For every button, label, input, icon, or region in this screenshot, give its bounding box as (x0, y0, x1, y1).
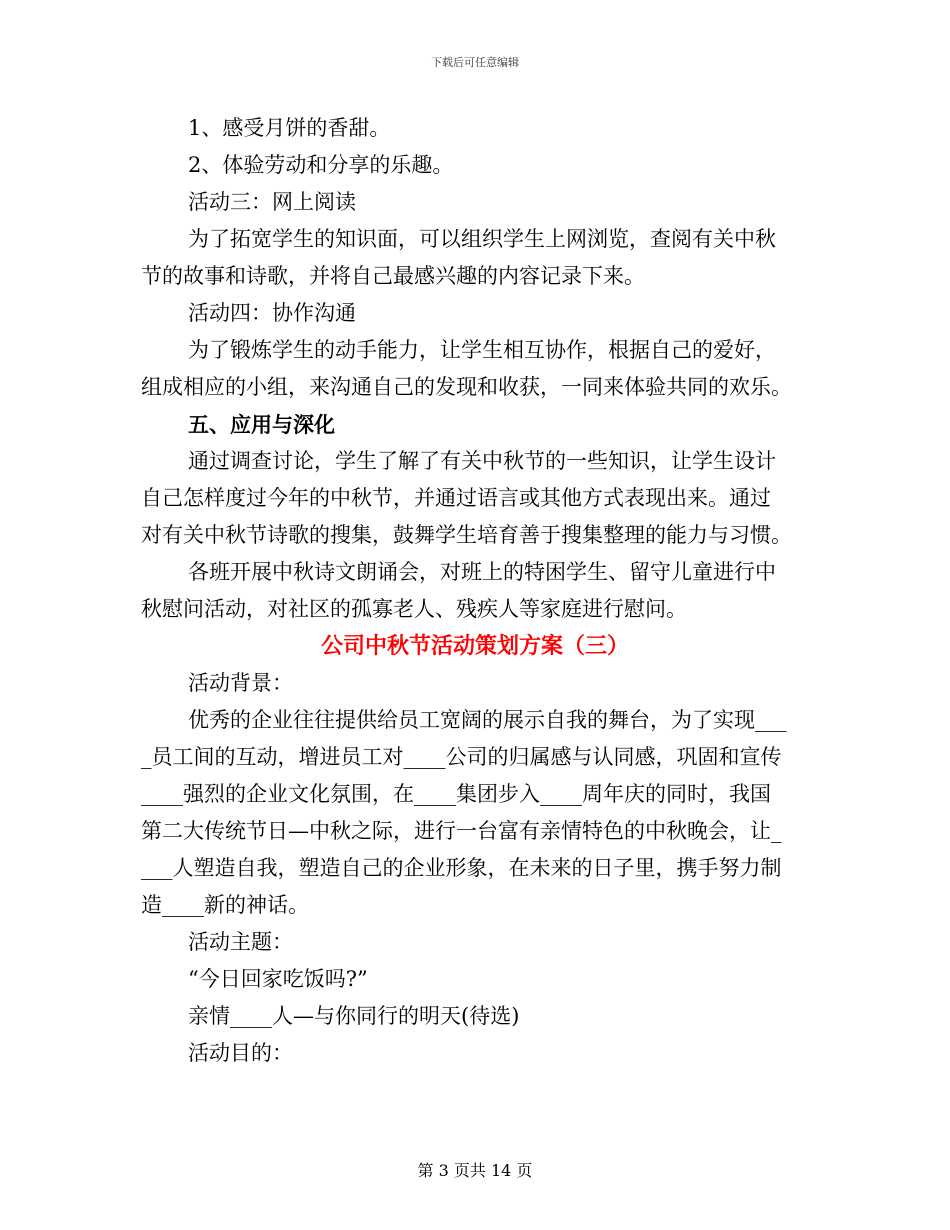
paragraph-line: 对有关中秋节诗歌的搜集，鼓舞学生培育善于搜集整理的能力与习惯。 (141, 523, 792, 547)
paragraph-line: _员工间的互动，增进员工对____公司的归属感与认同感，巩固和宣传 (141, 745, 782, 769)
page-footer: 第 3 页共 14 页 (417, 1161, 533, 1180)
theme-line: “今日回家吃饭吗?” (188, 967, 368, 991)
paragraph-line: 为了拓宽学生的知识面，可以组织学生上网浏览，查阅有关中秋 (188, 227, 776, 251)
paragraph-line: 自己怎样度过今年的中秋节，并通过语言或其他方式表现出来。通过 (141, 486, 771, 510)
paragraph-line: 组成相应的小组，来沟通自己的发现和收获，一同来体验共同的欢乐。 (141, 375, 792, 399)
activity-heading: 活动三：网上阅读 (188, 190, 356, 214)
list-item: 2、体验劳动和分享的乐趣。 (188, 153, 454, 177)
section-heading: 五、应用与深化 (188, 412, 335, 437)
paragraph-line: 优秀的企业往往提供给员工宽阔的展示自我的舞台，为了实现___ (188, 708, 787, 732)
subheading: 活动主题： (188, 930, 293, 954)
paragraph-line: 为了锻炼学生的动手能力，让学生相互协作，根据自己的爱好， (188, 338, 776, 362)
list-item: 1、感受月饼的香甜。 (188, 116, 391, 140)
paragraph-line: 通过调查讨论，学生了解了有关中秋节的一些知识，让学生设计 (188, 449, 776, 473)
theme-line: 亲情____人—与你同行的明天(待选) (188, 1004, 520, 1028)
activity-heading: 活动四：协作沟通 (188, 301, 356, 325)
subheading: 活动目的： (188, 1041, 293, 1065)
paragraph-line: 各班开展中秋诗文朗诵会，对班上的特困学生、留守儿童进行中 (188, 560, 776, 584)
paragraph-line: ___人塑造自我，塑造自己的企业形象，在未来的日子里，携手努力制 (141, 856, 782, 880)
subheading: 活动背景： (188, 671, 293, 695)
paragraph-line: 秋慰问活动，对社区的孤寡老人、残疾人等家庭进行慰问。 (141, 597, 687, 621)
document-body (141, 110, 809, 1072)
paragraph-line: 节的故事和诗歌，并将自己最感兴趣的内容记录下来。 (141, 264, 645, 288)
paragraph-line: ____强烈的企业文化氛围，在____集团步入____周年庆的同时，我国 (141, 782, 771, 806)
document-title: 公司中秋节活动策划方案（三） (320, 633, 629, 659)
paragraph-line: 造____新的神话。 (141, 893, 309, 917)
paragraph-line: 第二大传统节日—中秋之际，进行一台富有亲情特色的中秋晚会，让_ (141, 819, 782, 843)
page-header: 下载后可任意编辑 (431, 56, 519, 69)
